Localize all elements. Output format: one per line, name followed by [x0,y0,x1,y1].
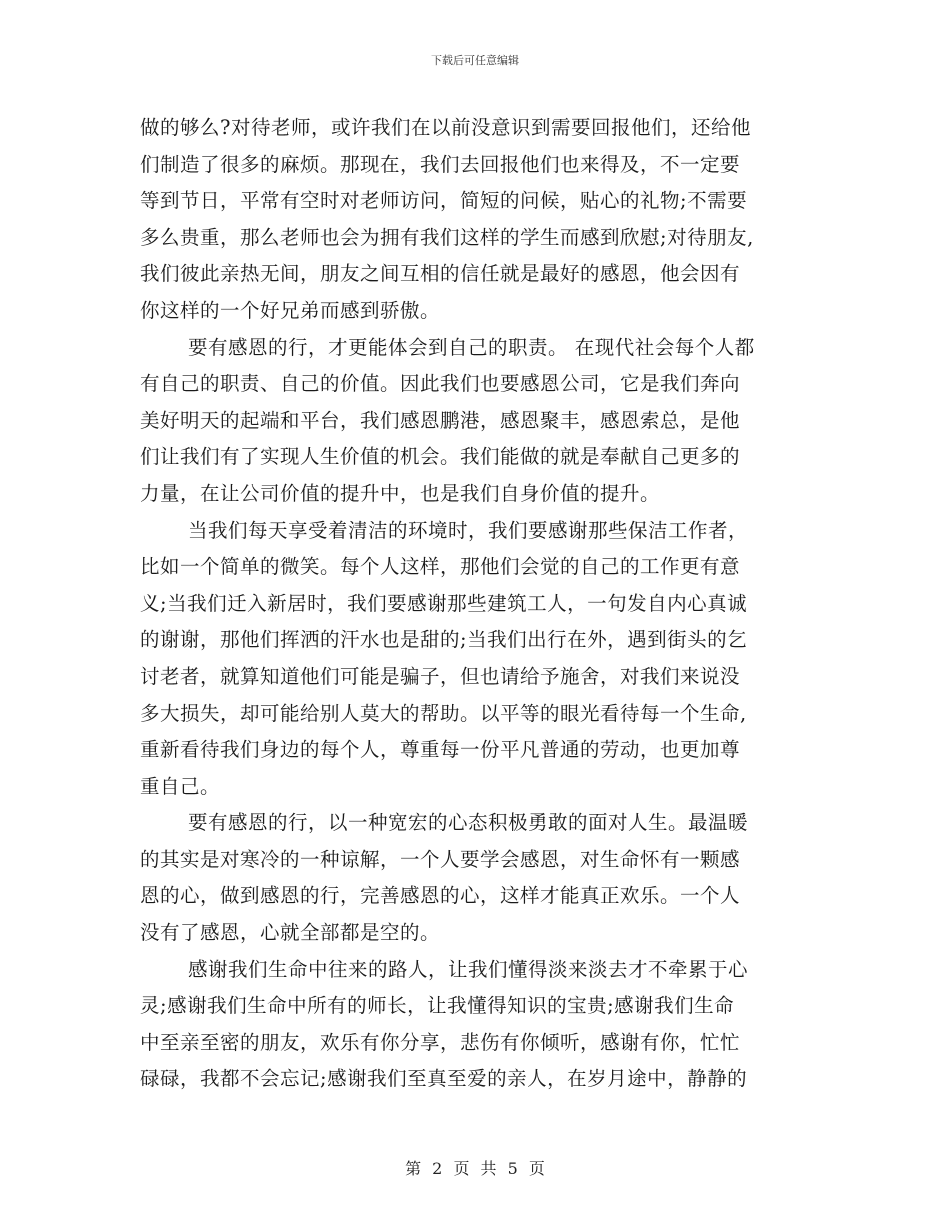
text-line: 重自己。 [140,774,221,798]
text-line: 要有感恩的行，以一种宽宏的心态积极勇敢的面对人生。最温暖 [188,811,749,835]
text-line: 恩的心，做到感恩的行，完善感恩的心，这样才能真正欢乐。一个人 [140,884,741,908]
text-line: 碌碌，我都不会忘记;感谢我们至真至爱的亲人，在岁月途中，静静的 [140,1067,748,1091]
text-line: 中至亲至密的朋友，欢乐有你分享，悲伤有你倾听，感谢有你，忙忙 [140,1030,741,1054]
text-line: 比如一个简单的微笑。每个人这样，那他们会觉的自己的工作更有意 [140,555,741,579]
paragraph [140,952,812,1098]
text-line: 感谢我们生命中往来的路人，让我们懂得淡来淡去才不牵累于心 [188,957,749,981]
text-line: 多大损失，却可能给别人莫大的帮助。以平等的眼光看待每一个生命, [140,701,747,725]
text-line: 们让我们有了实现人生价值的机会。我们能做的就是奉献自己更多的 [140,445,741,469]
text-line: 们制造了很多的麻烦。那现在，我们去回报他们也来得及，不一定要 [140,152,741,176]
text-line: 当我们每天享受着清洁的环境时，我们要感谢那些保洁工作者， [188,518,749,542]
text-line: 的谢谢，那他们挥洒的汗水也是甜的;当我们出行在外，遇到街头的乞 [140,628,748,652]
paragraph [140,110,812,330]
paragraph [140,513,812,806]
text-line: 讨老者，就算知道他们可能是骗子，但也请给予施舍，对我们来说没 [140,664,741,688]
text-line: 的其实是对寒冷的一种谅解，一个人要学会感恩，对生命怀有一颗感 [140,847,741,871]
text-line: 没有了感恩，心就全部都是空的。 [140,921,441,945]
text-line: 美好明天的起端和平台，我们感恩鹏港，感恩聚丰，感恩索总，是他 [140,408,741,432]
page-number: 第 2 页 共 5 页 [405,1159,545,1178]
text-line: 多么贵重，那么老师也会为拥有我们这样的学生而感到欣慰;对待朋友, [140,225,754,249]
text-line: 等到节日，平常有空时对老师访问，简短的问候，贴心的礼物;不需要 [140,189,748,213]
paragraph [140,330,812,513]
text-line: 力量，在让公司价值的提升中，也是我们自身价值的提升。 [140,481,661,505]
text-line: 做的够么?对待老师，或许我们在以前没意识到需要回报他们，还给他 [140,116,751,139]
text-line: 你这样的一个好兄弟而感到骄傲。 [140,298,441,322]
text-line: 有自己的职责、自己的价值。因此我们也要感恩公司，它是我们奔向 [140,372,741,396]
text-line: 灵;感谢我们生命中所有的师长，让我懂得知识的宝贵;感谢我们生命 [140,994,735,1018]
text-line: 重新看待我们身边的每个人，尊重每一份平凡普通的劳动，也更加尊 [140,738,741,762]
header-note: 下载后可任意编辑 [431,54,519,67]
text-line: 义;当我们迁入新居时，我们要感谢那些建筑工人，一句发自内心真诚 [140,591,748,615]
text-line: 我们彼此亲热无间，朋友之间互相的信任就是最好的感恩，他会因有 [140,262,741,286]
paragraph [140,805,812,951]
text-line: 要有感恩的行，才更能体会到自己的职责。 在现代社会每个人都 [188,335,755,359]
document-body [140,110,812,1098]
